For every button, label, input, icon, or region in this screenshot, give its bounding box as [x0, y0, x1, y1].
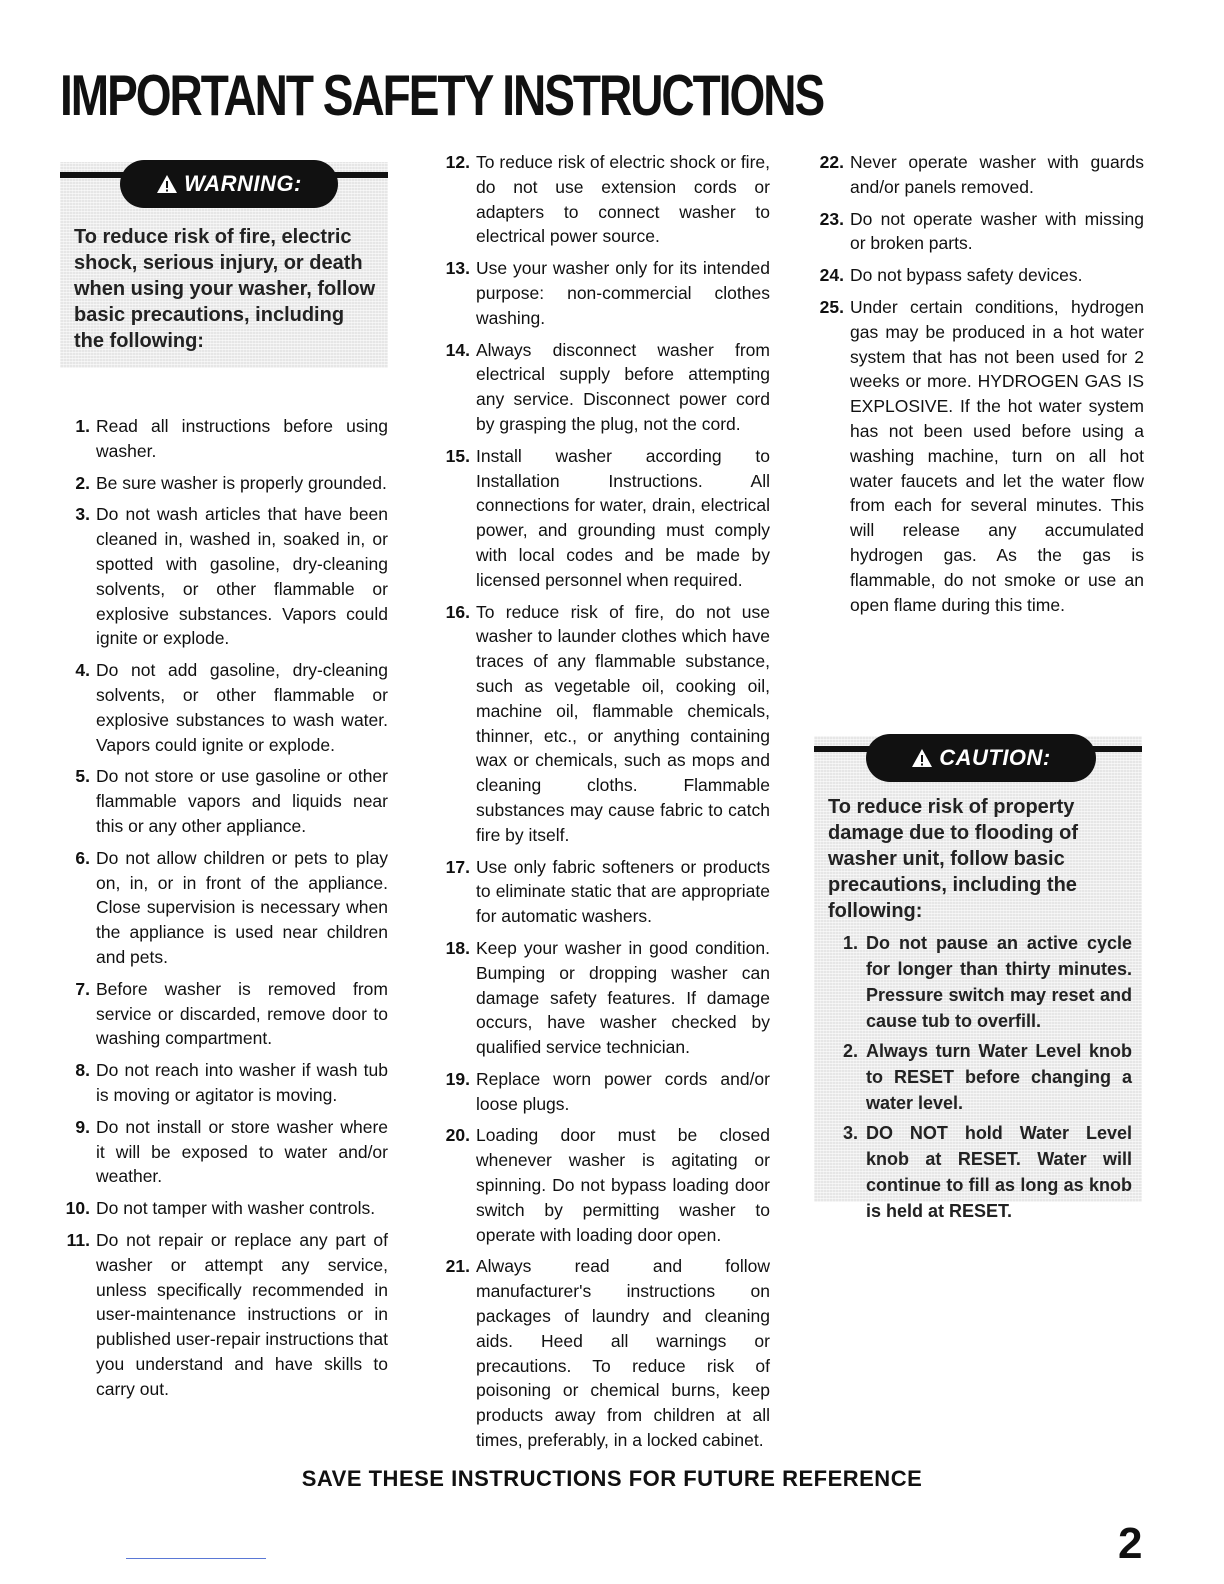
list-item	[60, 977, 388, 1051]
item-text: Do not wash articles that have been cleaned in, washed in, soaked in, or spotted with gasoline, dry-cleaning solvents, or other flammable or explosive substances. Vapors could ignite or explode.	[96, 504, 388, 649]
item-number: 18.	[445, 937, 470, 958]
warning-label: WARNING:	[184, 171, 302, 196]
item-number: 23.	[819, 208, 844, 229]
list-item	[440, 256, 770, 330]
item-number: 17.	[445, 856, 470, 877]
list-item	[440, 1254, 770, 1452]
item-text: Keep your washer in good condition. Bumping or dropping washer can damage safety features. If damage occurs, have washer checked by qualified service technician.	[476, 937, 770, 1058]
caution-item	[828, 930, 1132, 1034]
list-item	[60, 1228, 388, 1402]
warning-text: To reduce risk of fire, electric shock, serious injury, or death when using your washer, follow basic precautions, including the following:	[74, 226, 376, 352]
item-number: 3.	[75, 504, 90, 525]
item-number: 25.	[819, 296, 844, 317]
list-item	[60, 1058, 388, 1108]
list-item	[440, 855, 770, 929]
list-item	[60, 414, 388, 464]
item-number: 14.	[445, 339, 470, 360]
list-item	[440, 936, 770, 1060]
list-item	[440, 1123, 770, 1247]
item-text: Never operate washer with guards and/or panels removed.	[850, 152, 1144, 197]
item-number: 1.	[75, 416, 90, 436]
caution-item	[828, 1120, 1132, 1224]
caution-item	[828, 1038, 1132, 1116]
caution-text: To reduce risk of property damage due to flooding of washer unit, follow basic precautions, including the following:	[828, 796, 1078, 922]
item-text: Do not operate washer with missing or broken parts.	[850, 208, 1144, 254]
list-item	[60, 502, 388, 651]
list-item	[60, 1115, 388, 1189]
item-text: Read all instructions before using washer.	[96, 416, 388, 461]
divider	[126, 1558, 266, 1559]
caution-item-number: 1.	[842, 933, 858, 953]
item-text: Do not bypass safety devices.	[850, 265, 1083, 286]
item-text: Do not allow children or pets to play on, in, or in front of the appliance. Close supervision is necessary when the appliance is used near children and pets.	[96, 847, 388, 967]
item-number: 4.	[75, 660, 90, 681]
warning-triangle-icon	[911, 748, 933, 768]
item-text: Under certain conditions, hydrogen gas may be produced in a hot water system that has not been used for 2 weeks or more. HYDROGEN GAS IS EXPLOSIVE. If the hot water system has not been used before using a washing machine, turn on all hot water faucets and let the water flow from each for several minutes. This will release any accumulated hydrogen gas. As the gas is flammable, do not smoke or use an open flame during this time.	[850, 296, 1144, 615]
item-number: 20.	[445, 1125, 470, 1146]
caution-box	[814, 736, 1142, 1221]
item-number: 10.	[65, 1198, 90, 1219]
caution-label: CAUTION:	[939, 745, 1051, 770]
page-title: IMPORTANT SAFETY INSTRUCTIONS	[60, 62, 824, 128]
list-item	[60, 846, 388, 970]
item-text: Replace worn power cords and/or loose plugs.	[476, 1068, 770, 1114]
item-text: To reduce risk of electric shock or fire, do not use extension cords or adapters to connect washer to electrical power source.	[476, 152, 770, 247]
item-number: 22.	[819, 152, 844, 172]
caution-column	[814, 150, 1144, 1221]
item-text: Install washer according to Installation Instructions. All connections for water, drain, electrical power, and grounding must comply with local codes and be made by licensed personnel when required.	[476, 445, 770, 590]
caution-item-text: DO NOT hold Water Level knob at RESET. Water will continue to fill as long as knob is held at RESET.	[866, 1123, 1132, 1221]
list-item	[440, 150, 770, 249]
list-item	[60, 471, 388, 496]
instruction-list-2	[440, 150, 770, 1453]
item-text: Use only fabric softeners or products to eliminate static that are appropriate for automatic washers.	[476, 856, 770, 927]
item-text: Do not add gasoline, dry-cleaning solvents, or other flammable or explosive substances to wash water. Vapors could ignite or explode.	[96, 660, 388, 755]
item-number: 21.	[445, 1256, 470, 1277]
list-item	[60, 1196, 388, 1221]
warning-triangle-icon	[156, 174, 178, 194]
item-text: Do not repair or replace any part of washer or attempt any service, unless specifically recommended in user-maintenance instructions or in published user-repair instructions that you understand and have skills to carry out.	[96, 1229, 388, 1399]
item-text: Loading door must be closed whenever washer is agitating or spinning. Do not bypass loading door switch by permitting washer to operate with loading door open.	[476, 1125, 770, 1245]
list-item	[60, 658, 388, 757]
item-number: 7.	[75, 978, 90, 999]
list-item	[60, 764, 388, 838]
item-number: 12.	[445, 152, 470, 172]
item-number: 5.	[75, 766, 90, 787]
list-item	[440, 338, 770, 437]
list-item	[440, 1067, 770, 1117]
list-item	[440, 600, 770, 848]
item-number: 16.	[445, 601, 470, 622]
item-text: Always disconnect washer from electrical supply before attempting any service. Disconnect power cord by grasping the plug, not the cord.	[476, 339, 770, 434]
column-1	[60, 150, 388, 1408]
item-number: 15.	[445, 445, 470, 466]
item-text: Always read and follow manufacturer's instructions on packages of laundry and cleaning aids. Heed all warnings or precautions. To reduce risk of poisoning or chemical burns, keep products away from children at all times, preferably, in a locked cabinet.	[476, 1256, 770, 1451]
item-text: To reduce risk of fire, do not use washer to launder clothes which have traces of any flammable substance, such as vegetable oil, cooking oil, machine oil, flammable chemicals, thinner, etc., or anything containing wax or chemicals, such as mops and cleaning cloths. Flammable substances may cause fabric to catch fire by itself.	[476, 601, 770, 845]
instruction-list-1	[60, 414, 388, 1401]
caution-item-text: Do not pause an active cycle for longer than thirty minutes. Pressure switch may reset and cause tub to overfill.	[866, 933, 1132, 1031]
warning-box	[60, 162, 388, 368]
caution-body	[828, 794, 1132, 1228]
item-text: Use your washer only for its intended purpose: non-commercial clothes washing.	[476, 258, 770, 328]
item-text: Do not reach into washer if wash tub is moving or agitator is moving.	[96, 1060, 388, 1105]
item-text: Be sure washer is properly grounded.	[96, 472, 387, 493]
caution-badge	[866, 734, 1096, 782]
item-text: Before washer is removed from service or discarded, remove door to washing compartment.	[96, 978, 388, 1049]
item-number: 2.	[75, 472, 90, 493]
column-2	[440, 150, 770, 1460]
item-text: Do not install or store washer where it will be exposed to water and/or weather.	[96, 1116, 388, 1187]
item-number: 8.	[75, 1060, 90, 1081]
item-number: 11.	[66, 1229, 90, 1250]
page-number: 2	[1118, 1519, 1143, 1568]
item-number: 9.	[75, 1116, 90, 1137]
item-number: 13.	[445, 258, 470, 279]
item-text: Do not tamper with washer controls.	[96, 1198, 376, 1219]
caution-item-number: 3.	[842, 1123, 858, 1143]
caution-item-text: Always turn Water Level knob to RESET before changing a water level.	[866, 1041, 1132, 1113]
item-number: 19.	[445, 1068, 470, 1089]
caution-item-number: 2.	[842, 1041, 858, 1061]
item-number: 24.	[819, 265, 844, 286]
list-item	[440, 444, 770, 593]
item-number: 6.	[75, 847, 90, 868]
footer-note: SAVE THESE INSTRUCTIONS FOR FUTURE REFERENCE	[301, 1466, 923, 1491]
warning-badge	[120, 160, 338, 208]
caution-list	[828, 930, 1132, 1224]
item-text: Do not store or use gasoline or other flammable vapors and liquids near this or any other appliance.	[96, 766, 388, 836]
